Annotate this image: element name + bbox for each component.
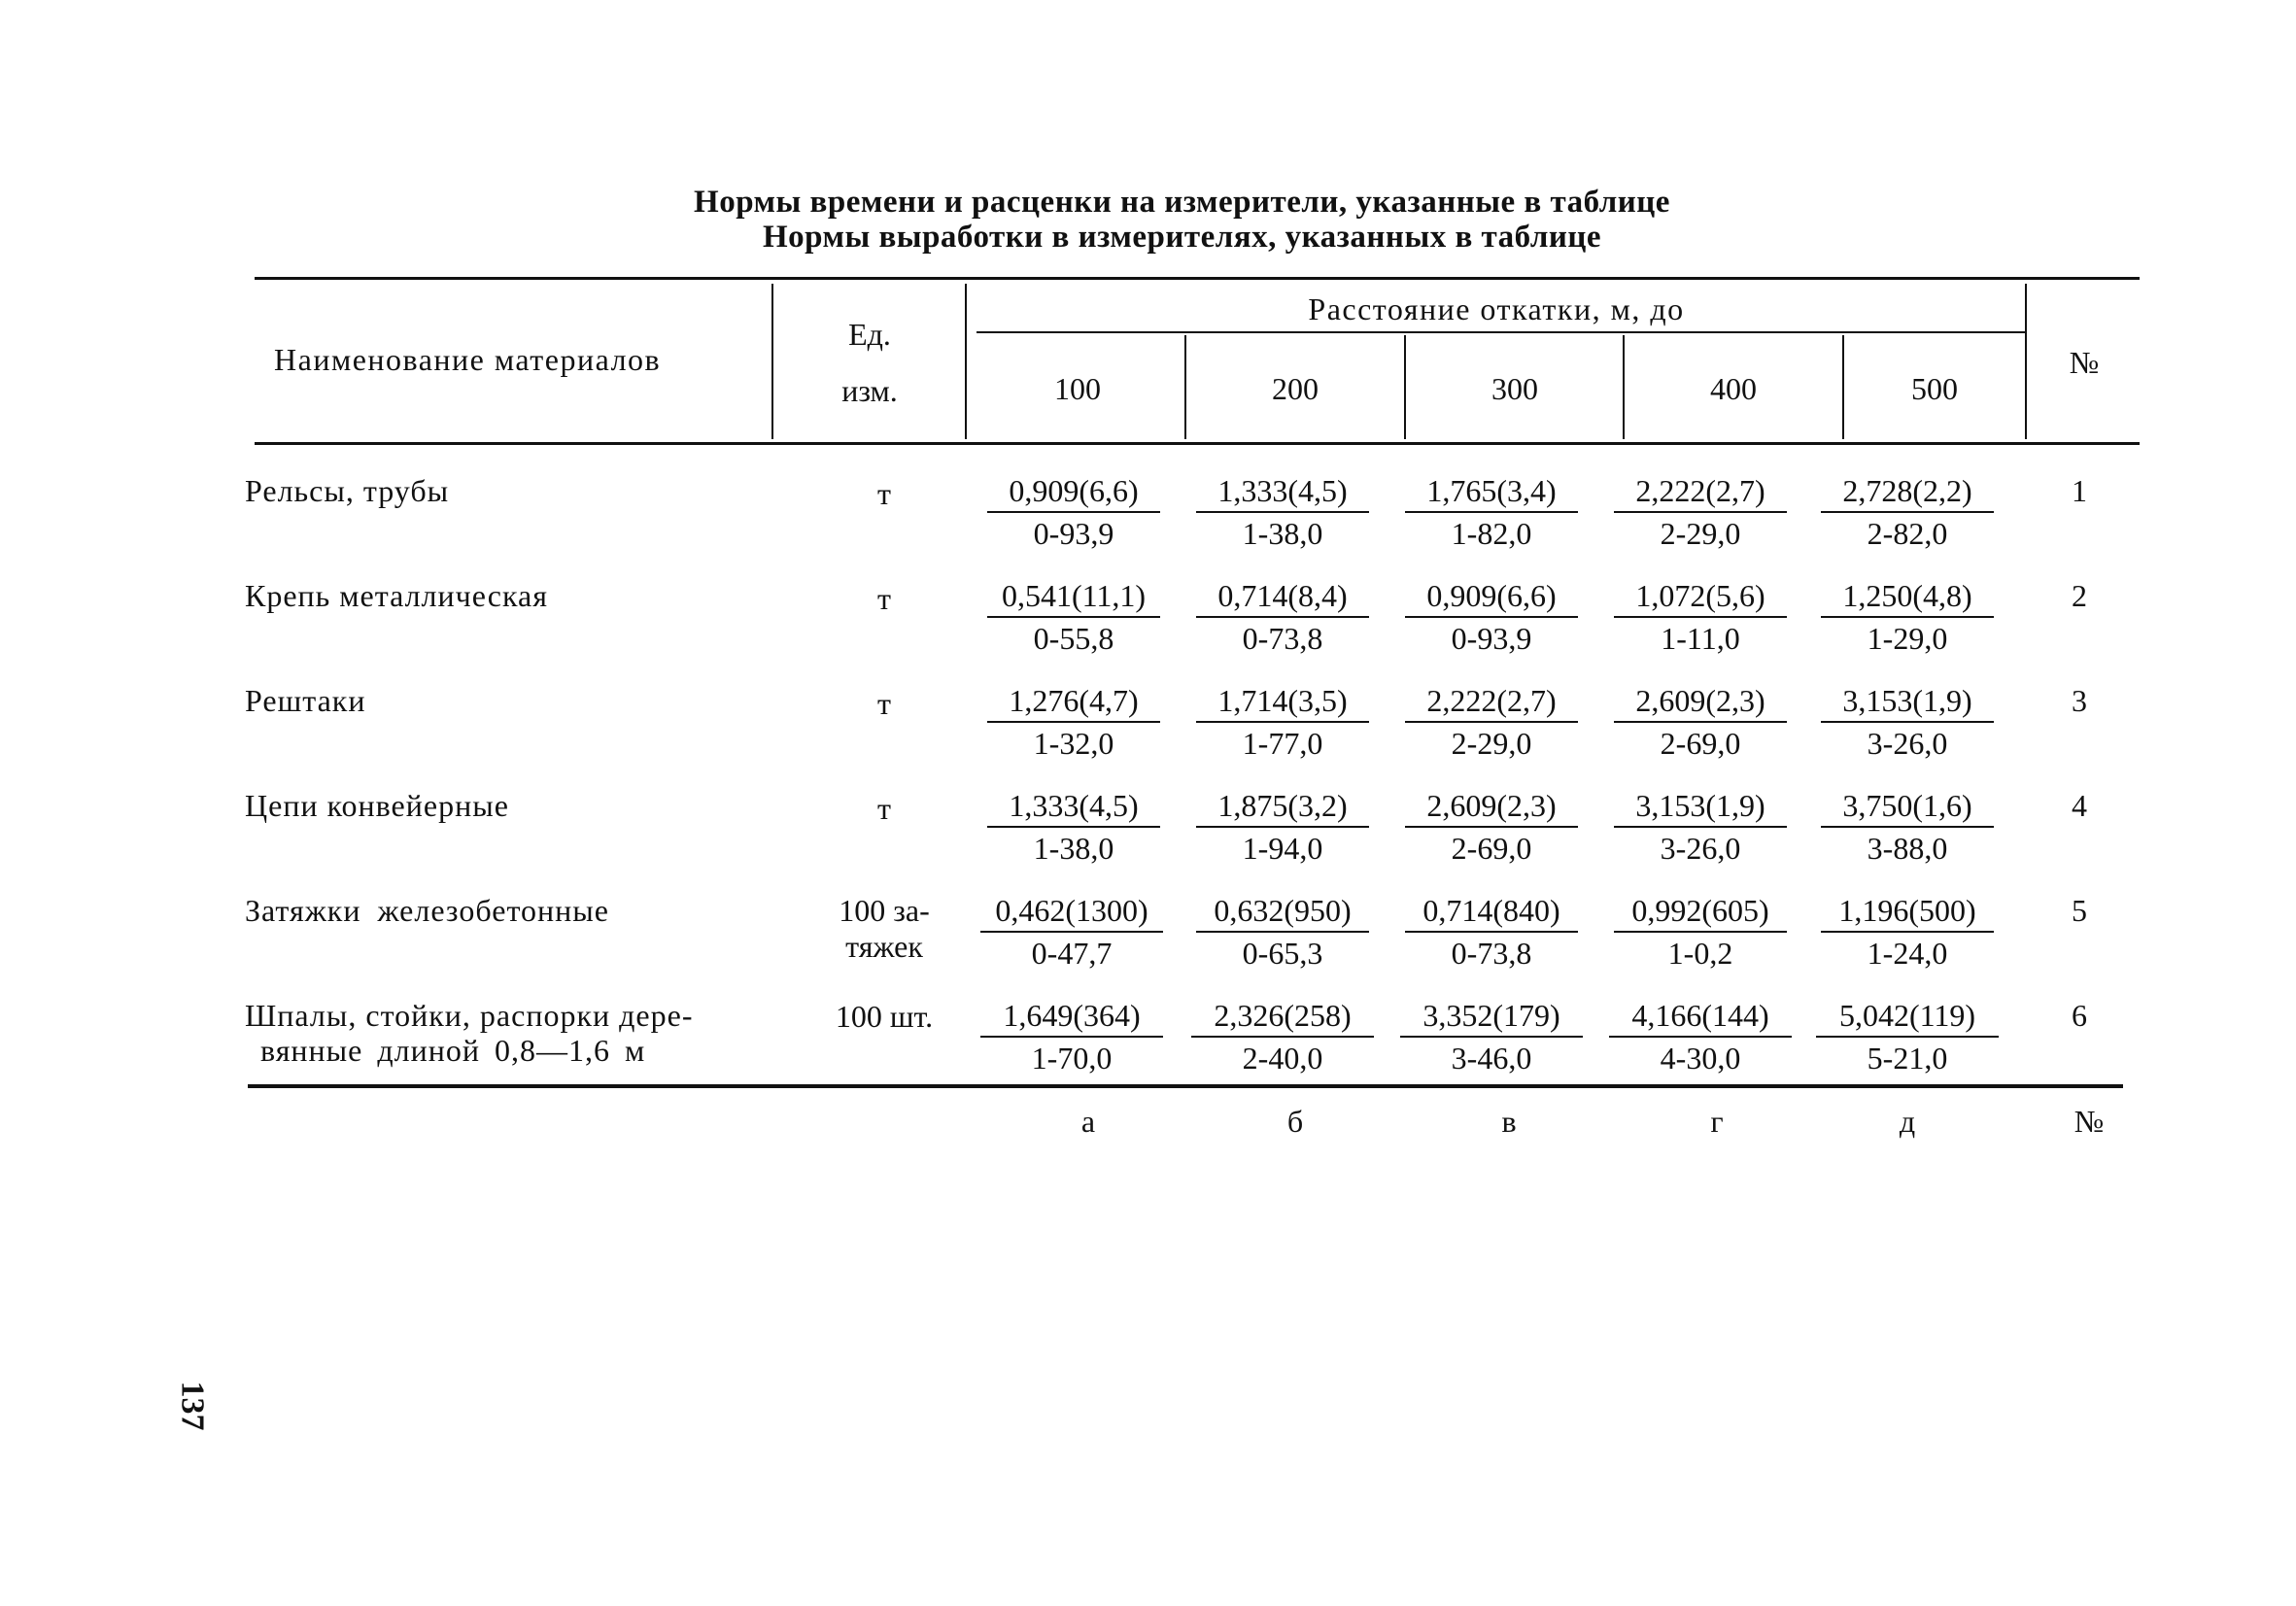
row-5-cell-g: [1608, 892, 1793, 972]
row-3-material-name: Рештаки: [245, 683, 366, 718]
header-distance-group: Расстояние откатки, м, до: [1308, 291, 1685, 326]
row-5-cell-d: [1815, 892, 2000, 972]
header-distance-300: 300: [1491, 371, 1538, 406]
row-6-cell-v: [1394, 997, 1589, 1076]
row-4-cell-a-norm: 1,333(4,5): [987, 787, 1160, 828]
row-6-cell-b: [1185, 997, 1380, 1076]
row-5-cell-v-norm: 0,714(840): [1405, 892, 1578, 933]
row-1-cell-b-rate: 1-38,0: [1242, 516, 1323, 551]
row-1-cell-g: [1608, 472, 1793, 552]
row-2-cell-d: [1815, 577, 2000, 657]
row-4-cell-b-norm: 1,875(3,2): [1196, 787, 1369, 828]
row-3-cell-v-norm: 2,222(2,7): [1405, 682, 1578, 723]
row-6-unit: 100 шт.: [835, 999, 934, 1034]
row-5-unit-line2: тяжек: [845, 929, 923, 964]
row-6-cell-b-norm: 2,326(258): [1191, 997, 1374, 1038]
row-5-number: 5: [2072, 893, 2087, 928]
row-3-cell-a: [981, 682, 1166, 762]
header-divider-400-500: [1842, 335, 1844, 439]
row-1-cell-a-rate: 0-93,9: [1033, 516, 1114, 551]
footer-letter-a: а: [1080, 1104, 1096, 1139]
row-5-cell-a: [975, 892, 1169, 972]
header-bottom-rule: [255, 442, 2140, 445]
row-6-cell-g: [1603, 997, 1798, 1076]
footer-letter-d: д: [1899, 1104, 1916, 1139]
row-1-cell-v: [1399, 472, 1584, 552]
row-6-cell-v-norm: 3,352(179): [1400, 997, 1583, 1038]
row-2-number: 2: [2072, 578, 2087, 613]
footer-letter-b: б: [1286, 1104, 1304, 1139]
header-divider-unit-distance: [965, 284, 967, 439]
row-2-cell-v-rate: 0-93,9: [1451, 621, 1532, 656]
table-title-time-norms: Нормы времени и расценки на измерители, указанные в таблице: [694, 185, 1670, 220]
row-1-cell-g-norm: 2,222(2,7): [1614, 472, 1787, 513]
row-1-cell-b-norm: 1,333(4,5): [1196, 472, 1369, 513]
row-1-unit: т: [877, 476, 891, 511]
row-4-cell-a-rate: 1-38,0: [1033, 831, 1114, 866]
row-4-cell-d: [1815, 787, 2000, 867]
footer-number: №: [2073, 1104, 2105, 1139]
row-1-cell-v-norm: 1,765(3,4): [1405, 472, 1578, 513]
row-4-cell-v: [1399, 787, 1584, 867]
row-1-cell-a: [981, 472, 1166, 552]
row-2-cell-a-norm: 0,541(11,1): [987, 577, 1160, 618]
header-divider-name-unit: [771, 284, 773, 439]
row-3-cell-g: [1608, 682, 1793, 762]
header-divider-200-300: [1404, 335, 1406, 439]
row-5-cell-d-rate: 1-24,0: [1867, 936, 1948, 971]
row-3-cell-g-rate: 2-69,0: [1660, 726, 1741, 761]
row-3-cell-d: [1815, 682, 2000, 762]
row-6-cell-a-rate: 1-70,0: [1031, 1041, 1113, 1076]
row-1-cell-a-norm: 0,909(6,6): [987, 472, 1160, 513]
row-5-cell-d-norm: 1,196(500): [1821, 892, 1994, 933]
header-unit-line1: Ед.: [848, 317, 891, 352]
row-2-cell-b: [1190, 577, 1375, 657]
row-5-cell-v-rate: 0-73,8: [1451, 936, 1532, 971]
row-3-cell-v: [1399, 682, 1584, 762]
row-4-number: 4: [2072, 788, 2087, 823]
row-3-cell-d-rate: 3-26,0: [1867, 726, 1948, 761]
row-5-cell-g-rate: 1-0,2: [1667, 936, 1733, 971]
row-3-cell-b-rate: 1-77,0: [1242, 726, 1323, 761]
row-5-unit-line1: 100 за-: [839, 893, 930, 928]
distance-group-rule: [977, 331, 2026, 333]
row-1-cell-d-norm: 2,728(2,2): [1821, 472, 1994, 513]
row-5-cell-a-norm: 0,462(1300): [980, 892, 1163, 933]
row-3-cell-b-norm: 1,714(3,5): [1196, 682, 1369, 723]
row-3-cell-a-rate: 1-32,0: [1033, 726, 1114, 761]
row-3-cell-d-norm: 3,153(1,9): [1821, 682, 1994, 723]
row-6-cell-a: [975, 997, 1169, 1076]
row-3-number: 3: [2072, 683, 2087, 718]
header-number: №: [2069, 345, 2100, 380]
row-4-cell-d-rate: 3-88,0: [1867, 831, 1948, 866]
row-2-cell-d-norm: 1,250(4,8): [1821, 577, 1994, 618]
row-5-cell-g-norm: 0,992(605): [1614, 892, 1787, 933]
row-2-unit: т: [877, 581, 891, 616]
row-4-cell-d-norm: 3,750(1,6): [1821, 787, 1994, 828]
header-distance-100: 100: [1054, 371, 1101, 406]
row-5-cell-a-rate: 0-47,7: [1031, 936, 1113, 971]
row-6-cell-d: [1810, 997, 2005, 1076]
row-6-cell-g-norm: 4,166(144): [1609, 997, 1792, 1038]
footer-letter-g: г: [1710, 1104, 1724, 1139]
row-2-cell-v: [1399, 577, 1584, 657]
row-4-material-name: Цепи конвейерные: [245, 788, 509, 823]
page-number: 137: [174, 1381, 211, 1431]
row-2-cell-v-norm: 0,909(6,6): [1405, 577, 1578, 618]
row-2-cell-g-norm: 1,072(5,6): [1614, 577, 1787, 618]
row-4-cell-g: [1608, 787, 1793, 867]
row-6-material-name-line1: Шпалы, стойки, распорки дере-: [245, 998, 694, 1033]
row-2-material-name: Крепь металлическая: [245, 578, 548, 613]
header-divider-100-200: [1184, 335, 1186, 439]
row-1-number: 1: [2072, 473, 2087, 508]
row-6-number: 6: [2072, 998, 2087, 1033]
row-3-cell-g-norm: 2,609(2,3): [1614, 682, 1787, 723]
row-5-cell-b: [1190, 892, 1375, 972]
row-1-cell-g-rate: 2-29,0: [1660, 516, 1741, 551]
table-title-output-norms: Нормы выработки в измерителях, указанных в таблице: [762, 220, 1602, 255]
row-6-cell-v-rate: 3-46,0: [1451, 1041, 1532, 1076]
row-2-cell-b-norm: 0,714(8,4): [1196, 577, 1369, 618]
header-distance-500: 500: [1911, 371, 1958, 406]
row-1-material-name: Рельсы, трубы: [245, 473, 450, 508]
row-4-cell-b-rate: 1-94,0: [1242, 831, 1323, 866]
row-1-cell-b: [1190, 472, 1375, 552]
row-1-cell-d: [1815, 472, 2000, 552]
row-5-cell-v: [1399, 892, 1584, 972]
header-divider-300-400: [1623, 335, 1625, 439]
row-4-cell-b: [1190, 787, 1375, 867]
table-top-rule: [255, 277, 2140, 280]
row-3-cell-a-norm: 1,276(4,7): [987, 682, 1160, 723]
row-4-cell-g-norm: 3,153(1,9): [1614, 787, 1787, 828]
row-4-unit: т: [877, 791, 891, 826]
row-6-cell-b-rate: 2-40,0: [1242, 1041, 1323, 1076]
row-2-cell-g: [1608, 577, 1793, 657]
row-4-cell-a: [981, 787, 1166, 867]
row-1-cell-d-rate: 2-82,0: [1867, 516, 1948, 551]
row-5-cell-b-norm: 0,632(950): [1196, 892, 1369, 933]
row-3-cell-b: [1190, 682, 1375, 762]
row-6-cell-d-norm: 5,042(119): [1816, 997, 1999, 1038]
header-unit-line2: изм.: [841, 373, 898, 408]
row-6-material-name-line2: вянные длиной 0,8—1,6 м: [260, 1033, 646, 1068]
row-4-cell-v-norm: 2,609(2,3): [1405, 787, 1578, 828]
row-4-cell-g-rate: 3-26,0: [1660, 831, 1741, 866]
row-4-cell-v-rate: 2-69,0: [1451, 831, 1532, 866]
footer-letter-v: в: [1501, 1104, 1517, 1139]
table-bottom-rule: [248, 1084, 2123, 1088]
header-material-name: Наименование материалов: [274, 342, 662, 377]
row-3-cell-v-rate: 2-29,0: [1451, 726, 1532, 761]
row-6-cell-g-rate: 4-30,0: [1660, 1041, 1741, 1076]
row-2-cell-g-rate: 1-11,0: [1661, 621, 1740, 656]
row-3-unit: т: [877, 686, 891, 721]
row-1-cell-v-rate: 1-82,0: [1451, 516, 1532, 551]
header-distance-400: 400: [1710, 371, 1757, 406]
row-5-cell-b-rate: 0-65,3: [1242, 936, 1323, 971]
header-divider-distance-number: [2025, 284, 2027, 439]
header-distance-200: 200: [1272, 371, 1319, 406]
row-5-material-name: Затяжки железобетонные: [245, 893, 609, 928]
row-6-cell-a-norm: 1,649(364): [980, 997, 1163, 1038]
row-2-cell-b-rate: 0-73,8: [1242, 621, 1323, 656]
row-2-cell-a: [981, 577, 1166, 657]
row-6-cell-d-rate: 5-21,0: [1867, 1041, 1948, 1076]
row-2-cell-a-rate: 0-55,8: [1033, 621, 1114, 656]
row-2-cell-d-rate: 1-29,0: [1867, 621, 1948, 656]
